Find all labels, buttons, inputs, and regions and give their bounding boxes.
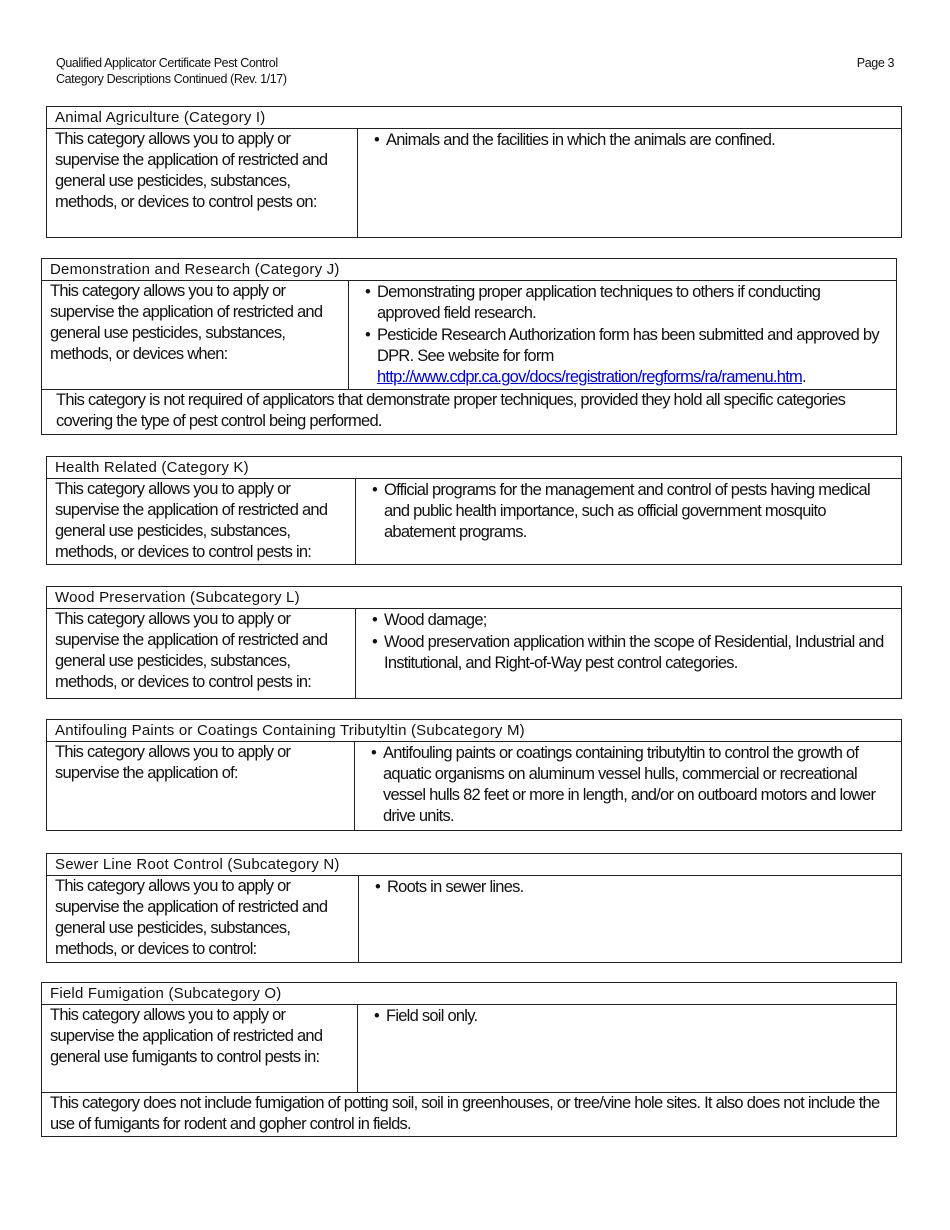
category-body: [47, 742, 901, 830]
list-item: [372, 632, 891, 674]
bullet-text: Wood damage;: [384, 611, 487, 629]
bullet-text: Animals and the facilities in which the animals are confined.: [386, 131, 775, 149]
category-table: [46, 719, 902, 831]
scope-list: [374, 130, 891, 151]
list-item: [374, 130, 891, 151]
category-scope: [358, 1005, 896, 1092]
category-scope: [356, 609, 901, 698]
scope-list: [371, 743, 891, 827]
category-scope: [356, 479, 901, 564]
category-description: This category allows you to apply or supervise the application of restricted and general use pesticides, substances, methods, or devices to control pests in:: [47, 479, 356, 564]
category-table: [46, 106, 902, 238]
scope-list: [365, 282, 886, 388]
category-title: Antifouling Paints or Coatings Containing Tributyltin (Subcategory M): [47, 720, 901, 742]
category-title: Field Fumigation (Subcategory O): [42, 983, 896, 1005]
category-body: [42, 1005, 896, 1092]
list-item: [375, 877, 891, 898]
bullet-text: Pesticide Research Authorization form has been submitted and approved by DPR. See website for form: [377, 326, 879, 365]
scope-list: [375, 877, 891, 898]
category-description: This category allows you to apply or supervise the application of restricted and general use pesticides, substances, methods, or devices when:: [42, 281, 349, 389]
page-number: Page 3: [856, 56, 894, 70]
bullet-text-end: .: [802, 368, 806, 386]
category-title: Wood Preservation (Subcategory L): [47, 587, 901, 609]
list-item: [374, 1006, 886, 1027]
category-title: Demonstration and Research (Category J): [42, 259, 896, 281]
category-title: Animal Agriculture (Category I): [47, 107, 901, 129]
category-body: [47, 479, 901, 564]
category-body: [47, 129, 901, 237]
category-scope: [359, 876, 901, 962]
list-item: [372, 480, 891, 543]
category-note: This category is not required of applicators that demonstrate proper techniques, provided they hold all specific categories covering the type of pest control being performed.: [42, 389, 896, 434]
bullet-text: Roots in sewer lines.: [387, 878, 524, 896]
category-description: This category allows you to apply or supervise the application of restricted and general use pesticides, substances, methods, or devices to control pests on:: [47, 129, 358, 237]
category-table: [41, 258, 897, 435]
category-description: This category allows you to apply or supervise the application of restricted and general use fumigants to control pests in:: [42, 1005, 358, 1092]
category-body: [47, 876, 901, 962]
category-table: [46, 853, 902, 963]
form-link[interactable]: http://www.cdpr.ca.gov/docs/registration/regforms/ra/ramenu.htm: [377, 368, 803, 386]
category-description: This category allows you to apply or supervise the application of restricted and general use pesticides, substances, methods, or devices to control pests in:: [47, 609, 356, 698]
category-note: This category does not include fumigation of potting soil, soil in greenhouses, or tree/vine hole sites. It also does not include the use of fumigants for rodent and gopher control in fields.: [42, 1092, 896, 1136]
category-body: [42, 281, 896, 389]
document-header: [56, 55, 287, 87]
list-item: [371, 743, 891, 827]
bullet-text: Field soil only.: [386, 1007, 478, 1025]
scope-list: [372, 480, 891, 543]
category-scope: [358, 129, 901, 237]
bullet-text: Demonstrating proper application techniques to others if conducting approved field research.: [377, 283, 821, 322]
document-title: Qualified Applicator Certificate Pest Control: [56, 56, 278, 70]
category-scope: [349, 281, 896, 389]
category-table: [46, 456, 902, 565]
category-title: Sewer Line Root Control (Subcategory N): [47, 854, 901, 876]
category-table: [41, 982, 897, 1137]
bullet-text: Official programs for the management and control of pests having medical and public health importance, such as official government mosquito abatement programs.: [384, 481, 870, 541]
scope-list: [372, 610, 891, 674]
document-subtitle: Category Descriptions Continued (Rev. 1/17): [56, 72, 287, 86]
category-description: This category allows you to apply or supervise the application of:: [47, 742, 355, 830]
list-item: [372, 610, 891, 631]
category-title: Health Related (Category K): [47, 457, 901, 479]
category-body: [47, 609, 901, 698]
list-item: [365, 282, 886, 324]
category-description: This category allows you to apply or supervise the application of restricted and general use pesticides, substances, methods, or devices to control:: [47, 876, 359, 962]
bullet-text: Wood preservation application within the scope of Residential, Industrial and Institutional, and Right-of-Way pest control categories.: [384, 633, 884, 672]
category-table: [46, 586, 902, 699]
category-scope: [355, 742, 901, 830]
list-item: [365, 325, 886, 388]
scope-list: [374, 1006, 886, 1027]
bullet-text: Antifouling paints or coatings containing tributyltin to control the growth of aquatic organisms on aluminum vessel hulls, commercial or recreational vessel hulls 82 feet or more in length, and/or on outboard motors and lower drive units.: [383, 744, 876, 825]
